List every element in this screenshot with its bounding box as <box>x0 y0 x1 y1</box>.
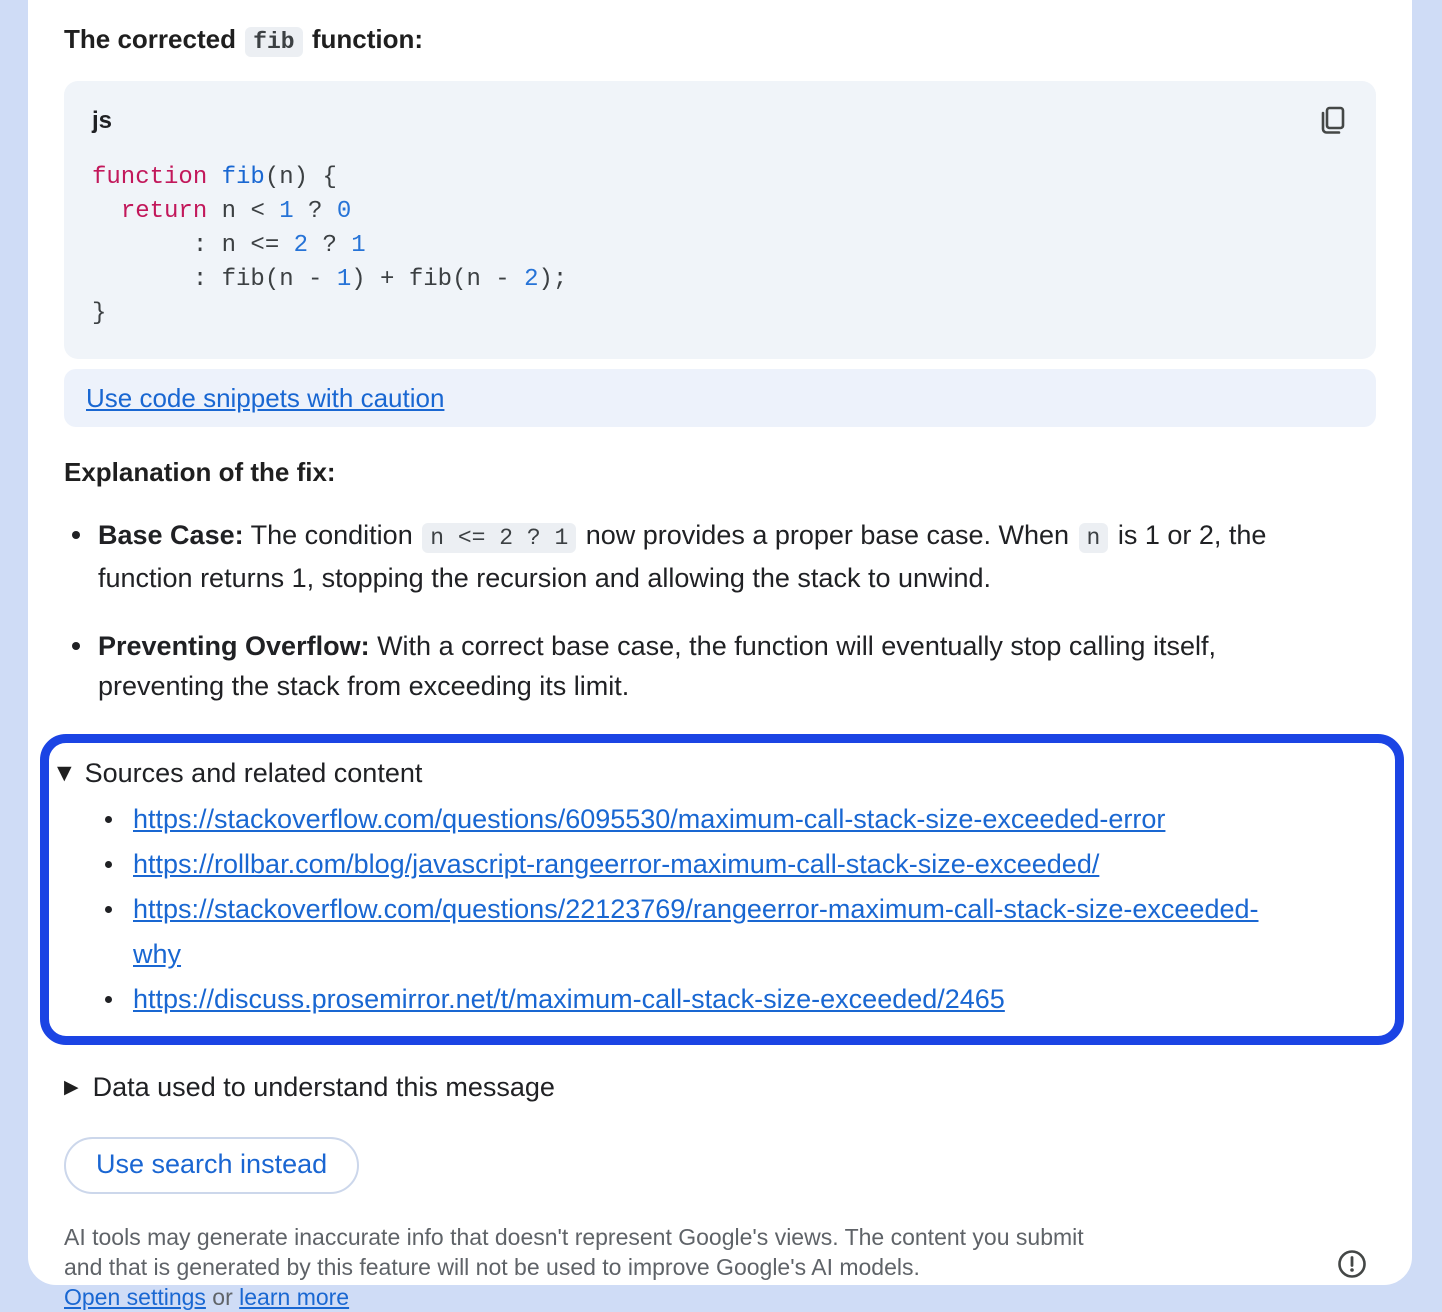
info-button[interactable] <box>1336 1248 1368 1280</box>
caution-strip <box>64 369 1376 427</box>
intro-line <box>64 22 1376 59</box>
use-search-instead-button[interactable]: Use search instead <box>64 1137 359 1194</box>
data-used-label: Data used to understand this message <box>92 1072 555 1102</box>
disclaimer-text: AI tools may generate inaccurate info that doesn't represent Google's views. The content you submit and that is generated by this feature will not be used to improve Google's AI models. <box>64 1224 1084 1280</box>
bullet-preventing-overflow <box>64 626 1339 706</box>
bullet-title: Preventing Overflow: <box>98 631 370 661</box>
sources-label: Sources and related content <box>84 758 423 788</box>
bullet-text: now provides a proper base case. When <box>578 520 1077 550</box>
bullet-text: With a correct base case, the function will eventually stop calling itself, preventing the stack from exceeding its limit. <box>98 631 1216 701</box>
sources-list <box>57 797 1381 1022</box>
ai-response-card <box>28 0 1412 1310</box>
copy-icon <box>1318 104 1348 138</box>
code-block-header <box>92 105 1348 137</box>
source-link[interactable]: https://stackoverflow.com/questions/22123769/rangeerror-maximum-call-stack-size-exceeded-why <box>133 894 1259 969</box>
code-lines: function fib(n) { return n < 1 ? 0 : n <= 2 ? 1 : fib(n - 1) + fib(n - 2); } <box>92 164 568 327</box>
source-list-item <box>57 887 1381 977</box>
ai-disclaimer <box>64 1222 1376 1312</box>
data-used-toggle[interactable] <box>64 1069 1376 1105</box>
intro-suffix: function: <box>304 24 424 54</box>
source-link[interactable]: https://discuss.prosemirror.net/t/maximum-call-stack-size-exceeded/2465 <box>133 984 1005 1014</box>
code-block <box>64 81 1376 359</box>
alert-circle-icon <box>1336 1248 1368 1280</box>
inline-code-condition: n <= 2 ? 1 <box>422 523 576 553</box>
expand-triangle-icon: ▶ <box>64 1075 79 1098</box>
sources-toggle[interactable] <box>57 755 1381 791</box>
explanation-heading: Explanation of the fix: <box>64 457 336 487</box>
bullet-text: The condition <box>243 520 421 550</box>
code-language-label: js <box>92 107 113 134</box>
caution-link[interactable]: Use code snippets with caution <box>86 382 445 413</box>
bullet-title: Base Case: <box>98 520 244 550</box>
source-list-item <box>57 977 1381 1022</box>
learn-more-link[interactable]: learn more <box>239 1284 350 1310</box>
disclaimer-links-line <box>64 1284 349 1310</box>
sources-highlight-box <box>40 734 1404 1045</box>
source-list-item <box>57 842 1381 887</box>
or-text: or <box>205 1284 240 1310</box>
copy-code-button[interactable] <box>1318 104 1348 138</box>
bullet-text: is 1 or 2, the function returns 1, stopping the recursion and allowing the stack to unwind. <box>98 520 1267 593</box>
collapse-triangle-icon: ▼ <box>57 761 72 784</box>
explanation-list <box>64 515 1376 706</box>
source-list-item <box>57 797 1381 842</box>
source-link[interactable]: https://stackoverflow.com/questions/6095530/maximum-call-stack-size-exceeded-error <box>133 804 1166 834</box>
bullet-base-case <box>64 515 1339 598</box>
inline-code-fib: fib <box>245 27 302 57</box>
open-settings-link[interactable]: Open settings <box>64 1284 206 1310</box>
source-link[interactable]: https://rollbar.com/blog/javascript-rangeerror-maximum-call-stack-size-exceeded/ <box>133 849 1100 879</box>
inline-code-n: n <box>1079 523 1109 553</box>
intro-prefix: The corrected <box>64 24 244 54</box>
